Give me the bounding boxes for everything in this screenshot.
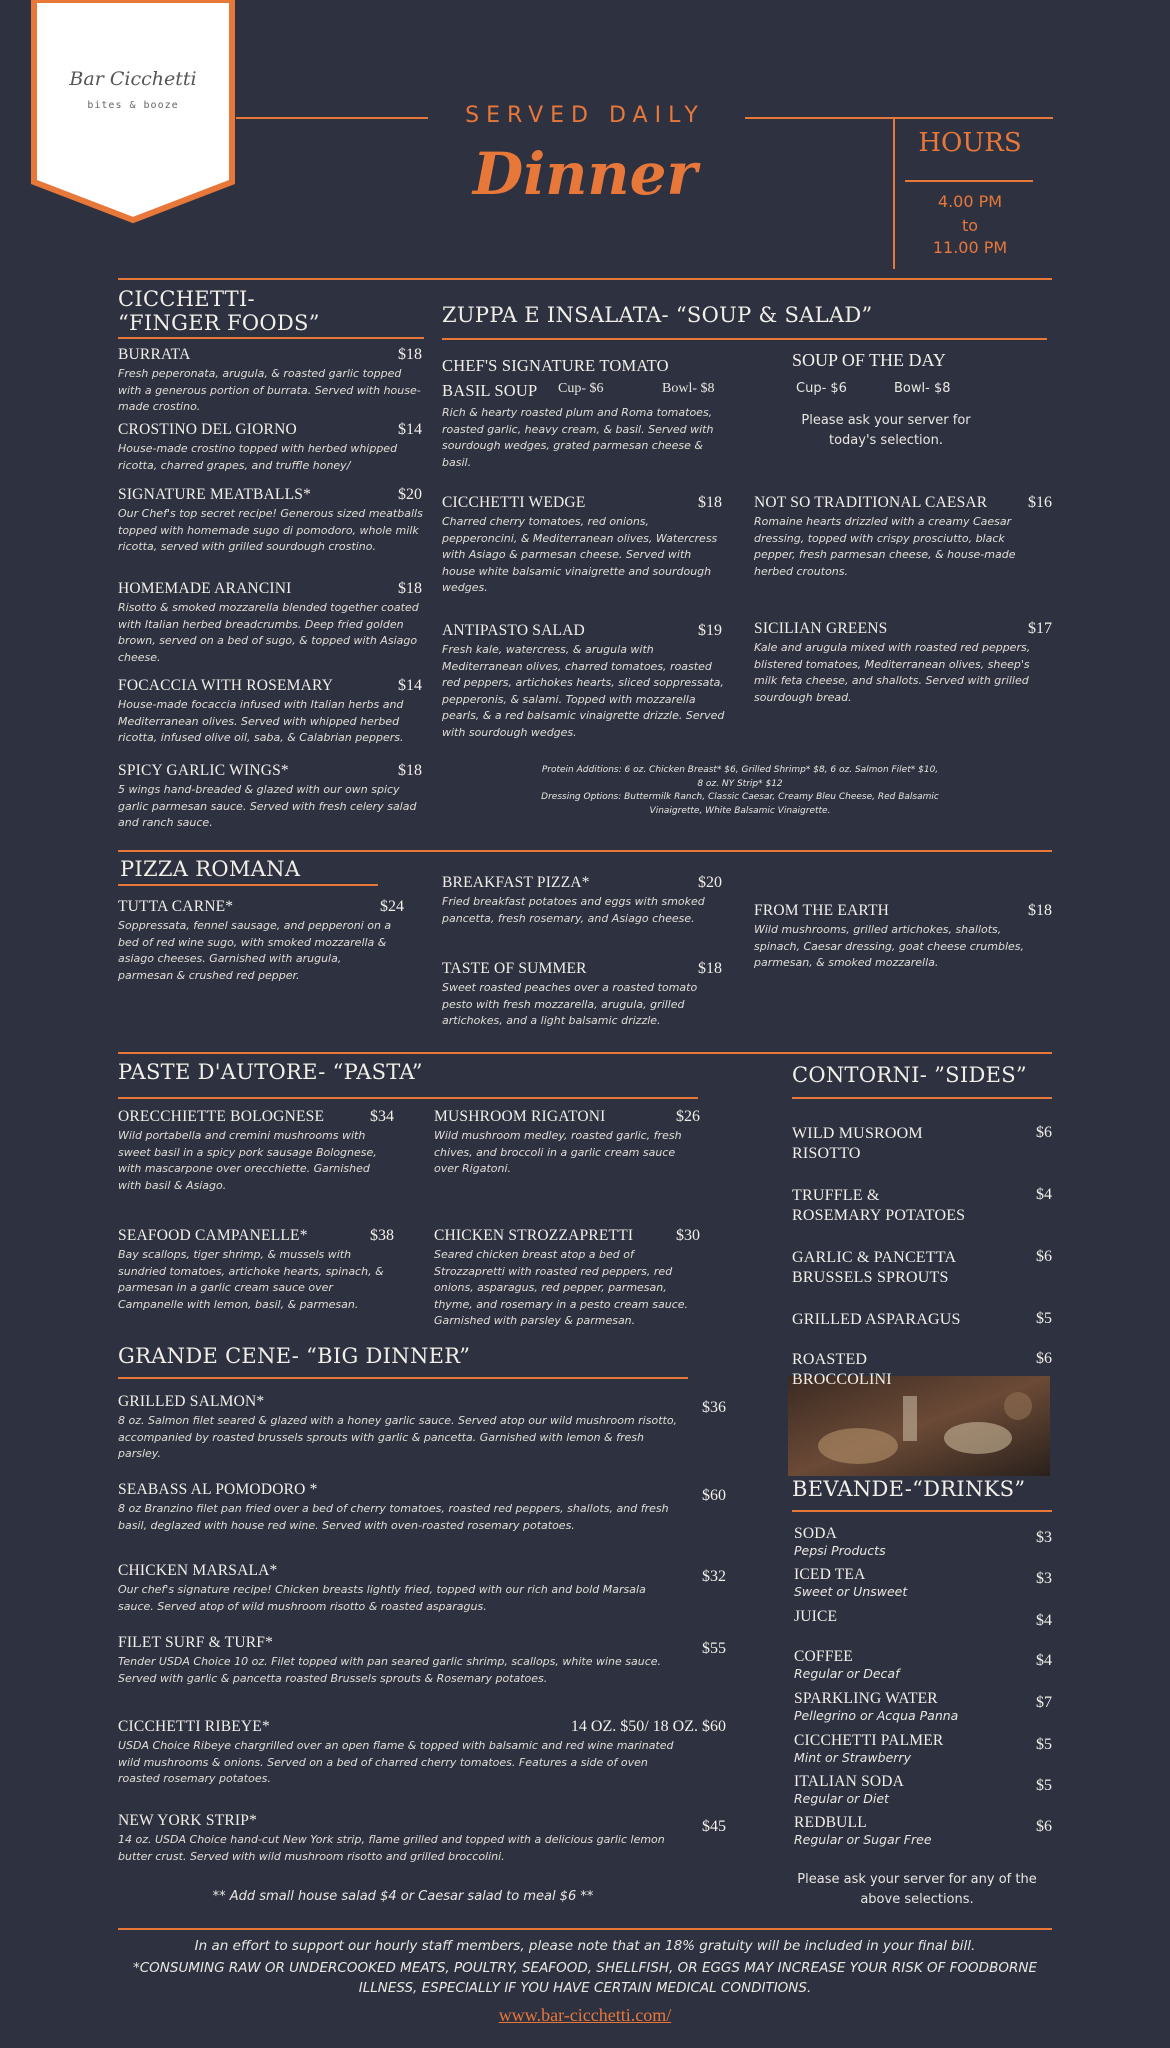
item-price: $6	[1036, 1350, 1052, 1367]
item-price: $18	[698, 494, 722, 511]
item-name: SIGNATURE MEATBALLS*	[118, 486, 312, 503]
salad-item	[442, 622, 725, 741]
item-name: CHICKEN MARSALA*	[118, 1562, 278, 1579]
item-name: SPARKLING WATER	[794, 1690, 938, 1707]
item-price: $45	[702, 1818, 726, 1835]
gratuity-note: In an effort to support our hourly staff members, please note that an 18% gratuity will be included in your final bill.	[194, 1938, 976, 1954]
item-price: $7	[1036, 1694, 1052, 1711]
item-desc: Soppressata, fennel sausage, and pepperoni on a bed of red wine sugo, with smoked mozzarella & asiago cheeses. Garnished with arugula, parmesan & crushed red pepper.	[118, 919, 392, 982]
item-desc: Romaine hearts drizzled with a creamy Caesar dressing, topped with crispy prosciutto, black pepper, fresh parmesan cheese, & house-made herbed croutons.	[754, 515, 1016, 578]
item-name: CROSTINO DEL GIORNO	[118, 421, 297, 438]
item-price: $36	[702, 1399, 726, 1416]
soup-day-note: Please ask your server for today's selection.	[801, 413, 971, 448]
cicchetti-title: CICCHETTI- “FINGER FOODS”	[118, 287, 320, 335]
dinner-item	[118, 1634, 726, 1687]
cicchetti-item	[118, 421, 424, 474]
item-sub: Regular or Decaf	[794, 1666, 900, 1681]
item-price: $20	[698, 874, 722, 891]
pasta-item	[118, 1227, 394, 1313]
item-price: $60	[702, 1487, 726, 1504]
dinner-item	[118, 1718, 726, 1788]
item-name: SEAFOOD CAMPANELLE*	[118, 1227, 308, 1244]
contorni-title: CONTORNI- ”SIDES”	[792, 1063, 1027, 1087]
item-desc: USDA Choice Ribeye chargrilled over an open flame & topped with balsamic and red wine marinated wild mushrooms & onions. Served on a bed of charred cherry tomatoes. Features a side of oven roasted rosemary potatoes.	[118, 1739, 674, 1785]
item-name: GRILLED SALMON*	[118, 1393, 265, 1410]
pizza-item	[442, 874, 722, 927]
item-price: $18	[698, 960, 722, 977]
pasta-item	[118, 1108, 394, 1194]
consumer-warning: *CONSUMING RAW OR UNDERCOOKED MEATS, POULTRY, SEAFOOD, SHELLFISH, OR EGGS MAY INCREASE YOUR RISK OF FOODBORNE ILLNESS, ESPECIALLY IF YOU HAVE CERTAIN MEDICAL CONDITIONS.	[133, 1960, 1037, 1996]
item-desc: Charred cherry tomatoes, red onions, pepperoncini, & Mediterranean olives, Watercress with Asiago & parmesan cheese. Served with house white balsamic vinaigrette and sourdough wedges.	[442, 515, 718, 594]
tomato-soup	[442, 356, 727, 471]
website-link[interactable]: www.bar-cicchetti.com/	[498, 2005, 672, 2025]
cicchetti-item	[118, 346, 424, 416]
item-name: ORECCHIETTE BOLOGNESE	[118, 1108, 325, 1125]
hours-close: 11.00 PM	[932, 238, 1008, 257]
drink-item	[794, 1814, 1052, 1847]
item-desc: House-made crostino topped with herbed whipped ricotta, charred grapes, and truffle honey/	[118, 442, 398, 472]
item-desc: Bay scallops, tiger shrimp, & mussels with sundried tomatoes, artichoke hearts, spinach, & parmesan in a garlic cream sauce over Campanelle with lemon, basil, & parmesan.	[118, 1248, 384, 1311]
item-name: WILD MUSROOM RISOTTO	[792, 1125, 923, 1162]
grande-title: GRANDE CENE- “BIG DINNER”	[118, 1344, 471, 1368]
soup-day-bowl: Bowl- $8	[894, 381, 951, 396]
item-name: GRILLED ASPARAGUS	[792, 1311, 961, 1328]
item-price: $5	[1036, 1777, 1052, 1794]
item-name: SODA	[794, 1525, 838, 1542]
hours-open: 4.00 PM	[937, 192, 1003, 211]
item-name: SEABASS AL POMODORO *	[118, 1481, 318, 1498]
dinner-item	[118, 1812, 726, 1865]
item-price: $34	[370, 1108, 394, 1125]
tomato-soup-bowl: Bowl- $8	[662, 381, 715, 396]
dining-photo	[788, 1376, 1050, 1476]
item-name: CHICKEN STROZZAPRETTI	[434, 1227, 634, 1244]
item-price: $5	[1036, 1736, 1052, 1753]
pizza-title: PIZZA ROMANA	[120, 857, 301, 881]
hours-title: HOURS	[918, 128, 1022, 158]
drink-item	[794, 1648, 1052, 1681]
item-desc: Risotto & smoked mozzarella blended together coated with Italian herbed breadcrumbs. Deep fried golden brown, served on a bed of sugo, & topped with Asiago cheese.	[118, 601, 419, 664]
item-desc: 14 oz. USDA Choice hand-cut New York strip, flame grilled and topped with a delicious garlic lemon butter crust. Served with wild mushroom risotto and grilled broccolini.	[118, 1833, 665, 1863]
item-price: $24	[380, 898, 404, 915]
item-name: TUTTA CARNE*	[118, 898, 234, 915]
item-desc: Wild mushroom medley, roasted garlic, fresh chives, and broccoli in a garlic cream sauce over Rigatoni.	[434, 1129, 682, 1175]
item-desc: Sweet roasted peaches over a roasted tomato pesto with fresh mozzarella, arugula, grilled artichokes, and a light balsamic drizzle.	[442, 981, 698, 1027]
item-name: BURRATA	[118, 346, 191, 363]
drink-item	[794, 1566, 1052, 1599]
side-item	[792, 1350, 1052, 1390]
item-price: $18	[398, 346, 422, 363]
item-price: $20	[398, 486, 422, 503]
drink-item	[794, 1608, 1052, 1629]
drink-item	[794, 1773, 1052, 1806]
served-daily: SERVED DAILY	[465, 103, 705, 128]
item-desc: Fried breakfast potatoes and eggs with smoked pancetta, fresh rosemary, and Asiago cheese.	[442, 895, 705, 925]
item-name: ITALIAN SODA	[794, 1773, 905, 1790]
soup-day-cup: Cup- $6	[796, 381, 847, 396]
pasta-item	[434, 1108, 700, 1178]
item-desc: Our chef's signature recipe! Chicken breasts lightly fried, topped with our rich and bold Marsala sauce. Served atop of wild mushroom risotto & roasted asparagus.	[118, 1583, 646, 1613]
item-name: HOMEMADE ARANCINI	[118, 580, 292, 597]
drink-item	[794, 1525, 1052, 1558]
pizza-item	[754, 902, 1052, 972]
item-price: $30	[676, 1227, 700, 1244]
pizza-item	[118, 898, 404, 984]
item-sub: Sweet or Unsweet	[794, 1584, 908, 1599]
item-name: JUICE	[794, 1608, 838, 1625]
side-item	[792, 1186, 1052, 1226]
item-name: REDBULL	[794, 1814, 867, 1831]
item-price: $6	[1036, 1818, 1052, 1835]
item-desc: 8 oz. Salmon filet seared & glazed with a honey garlic sauce. Served atop our wild mushroom risotto, accompanied by roasted brussels sprouts with garlic & pancetta. Garnished with lemon & fresh parsley.	[118, 1414, 678, 1460]
item-price: $6	[1036, 1248, 1052, 1265]
side-item	[792, 1310, 1052, 1330]
logo-badge	[30, 0, 236, 226]
item-desc: Tender USDA Choice 10 oz. Filet topped with pan seared garlic shrimp, scallops, white wine sauce. Served with garlic & pancetta roasted Brussels sprouts & Rosemary potatoes.	[118, 1655, 662, 1685]
item-desc: House-made focaccia infused with Italian herbs and Mediterranean olives. Served with whipped herbed ricotta, infused olive oil, saba, & Calabrian peppers.	[118, 698, 404, 744]
item-price: 14 OZ. $50/ 18 OZ. $60	[570, 1718, 726, 1735]
pasta-title: PASTE D'AUTORE- “PASTA”	[118, 1060, 423, 1084]
tomato-soup-cup: Cup- $6	[558, 381, 604, 396]
dinner-item	[118, 1481, 726, 1534]
item-name: TRUFFLE & ROSEMARY POTATOES	[792, 1187, 966, 1224]
tomato-soup-desc: Rich & hearty roasted plum and Roma tomatoes, roasted garlic, heavy cream, & basil. Served with sourdough wedges, grated parmesan cheese & basil.	[442, 406, 714, 469]
side-item	[792, 1124, 1052, 1164]
dinner-item	[118, 1562, 726, 1615]
item-name: CICCHETTI RIBEYE*	[118, 1718, 270, 1735]
dressing-options: Dressing Options: Buttermilk Ranch, Classic Caesar, Creamy Bleu Cheese, Red Balsamic Vinaigrette, White Balsamic Vinaigrette.	[541, 792, 939, 816]
item-price: $16	[1028, 494, 1052, 511]
page-title: Dinner	[472, 140, 698, 208]
item-sub: Pepsi Products	[794, 1543, 886, 1558]
tomato-soup-line2	[442, 381, 727, 403]
item-name: FOCACCIA WITH ROSEMARY	[118, 677, 334, 694]
tomato-soup-name1: CHEF'S SIGNATURE TOMATO	[442, 356, 669, 375]
item-name: NOT SO TRADITIONAL CAESAR	[754, 494, 988, 511]
item-name: CICCHETTI WEDGE	[442, 494, 586, 511]
item-name: BREAKFAST PIZZA*	[442, 874, 590, 891]
item-name: ROASTED BROCCOLINI	[792, 1351, 892, 1388]
item-price: $32	[702, 1568, 726, 1585]
pizza-item	[442, 960, 722, 1030]
item-price: $5	[1036, 1310, 1052, 1327]
grande-note: ** Add small house salad $4 or Caesar salad to meal $6 **	[212, 1889, 594, 1904]
item-sub: Regular or Sugar Free	[794, 1832, 932, 1847]
item-price: $4	[1036, 1652, 1052, 1669]
item-name: SICILIAN GREENS	[754, 620, 888, 637]
drink-item	[794, 1732, 1052, 1765]
item-name: MUSHROOM RIGATONI	[434, 1108, 606, 1125]
item-desc: Seared chicken breast atop a bed of Strozzapretti with roasted red peppers, red onions, asparagus, red pepper, parmesan, thyme, and rosemary in a pesto cream sauce. Garnished with parsley & parmesan.	[434, 1248, 689, 1327]
item-name: TASTE OF SUMMER	[442, 960, 587, 977]
item-name: ANTIPASTO SALAD	[442, 622, 585, 639]
item-price: $6	[1036, 1124, 1052, 1141]
item-desc: Kale and arugula mixed with roasted red peppers, blistered tomatoes, Mediterranean olives, sheep's milk feta cheese, and shallots. Served with grilled sourdough bread.	[754, 641, 1031, 704]
item-sub: Regular or Diet	[794, 1791, 889, 1806]
item-name: COFFEE	[794, 1648, 853, 1665]
item-price: $55	[702, 1640, 726, 1657]
pasta-item	[434, 1227, 700, 1330]
item-desc: Our Chef's top secret recipe! Generous sized meatballs topped with homemade sugo di pomodoro, whole milk ricotta, served with grilled sourdough crostino.	[118, 507, 423, 553]
logo-name: Bar Cicchetti	[69, 68, 197, 90]
salad-item	[754, 620, 1052, 706]
item-name: FROM THE EARTH	[754, 902, 890, 919]
drinks-title: BEVANDE-“DRINKS”	[792, 1477, 1026, 1501]
item-desc: Fresh peperonata, arugula, & roasted garlic topped with a generous portion of burrata. Served with house-made crostino.	[118, 367, 421, 413]
item-price: $3	[1036, 1529, 1052, 1546]
item-name: ICED TEA	[794, 1566, 866, 1583]
item-desc: Wild portabella and cremini mushrooms with sweet basil in a spicy pork sausage Bolognese, with mascarpone over orecchiette. Garnished with basil & Asiago.	[118, 1129, 377, 1192]
soup-day-name: SOUP OF THE DAY	[792, 350, 946, 370]
item-name: FILET SURF & TURF*	[118, 1634, 274, 1651]
logo-tagline: bites & booze	[87, 100, 179, 111]
item-price: $18	[398, 762, 422, 779]
cicchetti-item	[118, 677, 424, 747]
hours-to: to	[961, 216, 979, 235]
item-price: $26	[676, 1108, 700, 1125]
tomato-soup-name2: BASIL SOUP	[442, 381, 538, 400]
cicchetti-item	[118, 762, 424, 832]
item-price: $4	[1036, 1612, 1052, 1629]
cicchetti-item	[118, 580, 424, 666]
salad-item	[754, 494, 1052, 580]
protein-additions: Protein Additions: 6 oz. Chicken Breast* $6, Grilled Shrimp* $8, 6 oz. Salmon Filet* $10, 8 oz. NY Strip* $12	[541, 765, 939, 789]
item-price: $18	[398, 580, 422, 597]
zuppa-title: ZUPPA E INSALATA- “SOUP & SALAD”	[442, 303, 873, 327]
item-desc: Wild mushrooms, grilled artichokes, shallots, spinach, Caesar dressing, goat cheese crumbles, parmesan, & smoked mozzarella.	[754, 923, 1025, 969]
item-desc: Fresh kale, watercress, & arugula with Mediterranean olives, charred tomatoes, roasted red peppers, artichokes hearts, sliced soppressata, pepperonis, & salami. Topped with mozzarella pearls, & a red balsamic vinaigrette drizzle. Served with sourdough wedges.	[442, 643, 725, 739]
drinks-note: Please ask your server for any of the above selections.	[797, 1872, 1037, 1907]
item-price: $17	[1028, 620, 1052, 637]
item-price: $14	[398, 677, 422, 694]
item-price: $18	[1028, 902, 1052, 919]
item-sub: Pellegrino or Acqua Panna	[794, 1708, 959, 1723]
item-price: $19	[698, 622, 722, 639]
item-name: CICCHETTI PALMER	[794, 1732, 944, 1749]
item-name: GARLIC & PANCETTA BRUSSELS SPROUTS	[792, 1249, 956, 1286]
drink-item	[794, 1690, 1052, 1723]
item-price: $38	[370, 1227, 394, 1244]
item-desc: 8 oz Branzino filet pan fried over a bed of cherry tomatoes, roasted red peppers, shallots, and fresh basil, deglazed with house red wine. Served with oven-roasted rosemary potatoes.	[118, 1502, 669, 1532]
item-price: $4	[1036, 1186, 1052, 1203]
cicchetti-item	[118, 486, 424, 556]
item-name: NEW YORK STRIP*	[118, 1812, 258, 1829]
side-item	[792, 1248, 1052, 1288]
item-price: $14	[398, 421, 422, 438]
item-sub: Mint or Strawberry	[794, 1750, 911, 1765]
item-name: SPICY GARLIC WINGS*	[118, 762, 289, 779]
item-price: $3	[1036, 1570, 1052, 1587]
dinner-item	[118, 1393, 726, 1463]
salad-item	[442, 494, 722, 597]
soup-of-day	[792, 350, 1032, 451]
item-desc: 5 wings hand-breaded & glazed with our own spicy garlic parmesan sauce. Served with fresh celery salad and ranch sauce.	[118, 783, 417, 829]
